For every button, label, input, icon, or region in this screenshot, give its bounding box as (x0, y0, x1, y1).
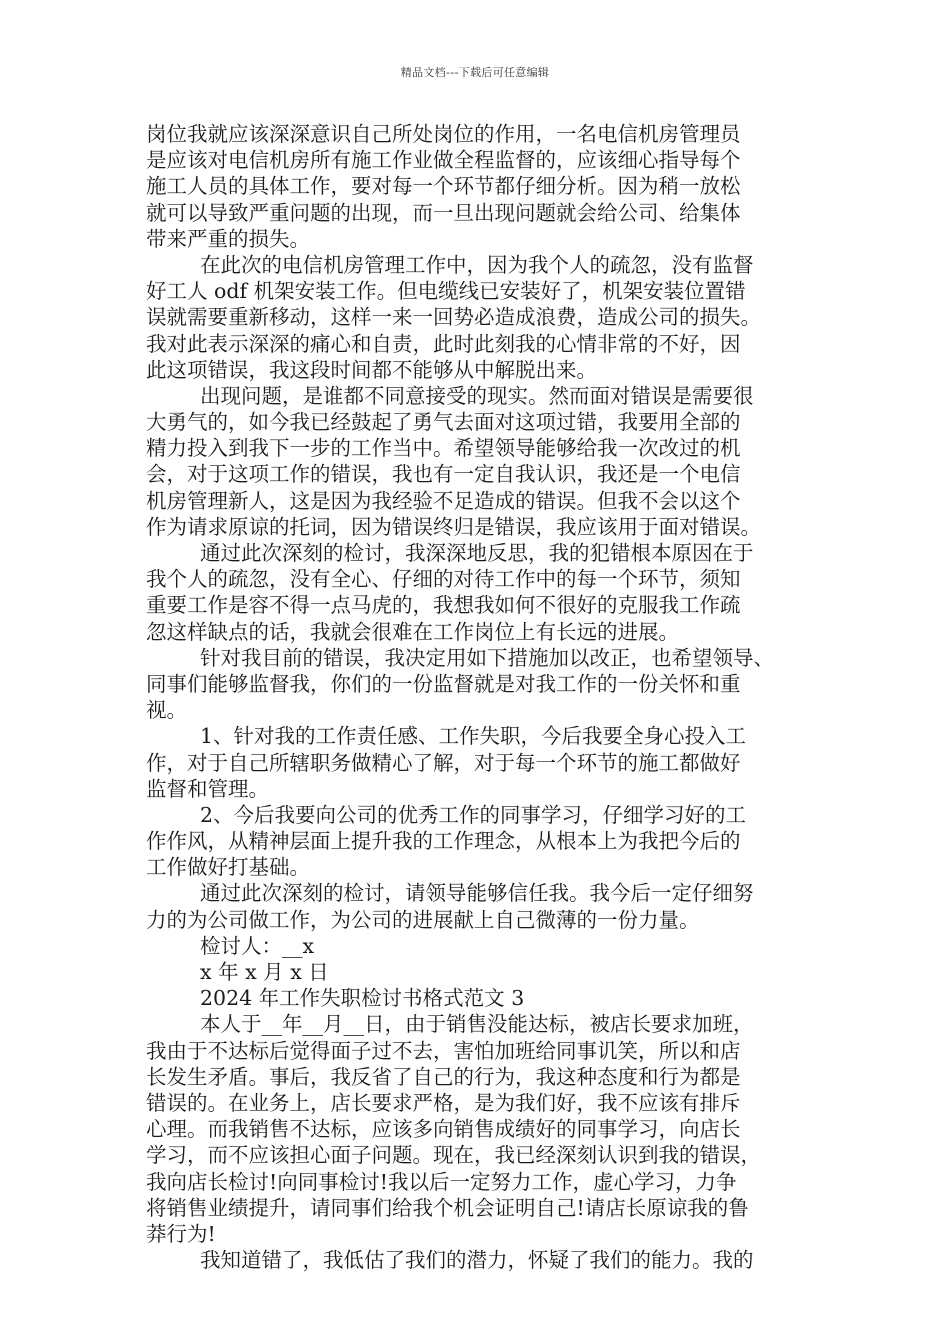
text-line: 1、针对我的工作责任感、工作失职，今后我要全身心投入工 (200, 724, 747, 749)
text-line: 施工人员的具体工作，要对每一个环节都仔细分析。因为稍一放松 (146, 174, 741, 199)
text-line: 视。 (146, 698, 187, 723)
text-line: 工作做好打基础。 (146, 855, 310, 880)
text-line: 莽行为! (146, 1221, 216, 1246)
text-line: 同事们能够监督我，你们的一份监督就是对我工作的一份关怀和重 (146, 671, 741, 696)
text-line: 监督和管理。 (146, 776, 269, 801)
text-line: 通过此次深刻的检讨，我深深地反思，我的犯错根本原因在于 (200, 541, 754, 565)
text-line: 是应该对电信机房所有施工作业做全程监督的，应该细心指导每个 (146, 148, 741, 173)
text-line: 通过此次深刻的检讨，请领导能够信任我。我今后一定仔细努 (200, 881, 754, 906)
text-line: 此这项错误，我这段时间都不能够从中解脱出来。 (146, 357, 597, 382)
text-line: 2、今后我要向公司的优秀工作的同事学习，仔细学习好的工 (200, 802, 747, 827)
text-line: 我向店长检讨!向同事检讨!我以后一定努力工作，虚心学习，力争 (146, 1169, 737, 1194)
text-line: 作作风，从精神层面上提升我的工作理念，从根本上为我把今后的 (146, 829, 741, 854)
text-line: 岗位我就应该深深意识自己所处岗位的作用，一名电信机房管理员 (146, 122, 741, 146)
text-line: 长发生矛盾。事后，我反省了自己的行为，我这种态度和行为都是 (146, 1064, 741, 1089)
text-line: 大勇气的，如今我已经鼓起了勇气去面对这项过错，我要用全部的 (146, 410, 741, 435)
text-line: 我由于不达标后觉得面子过不去，害怕加班给同事讥笑，所以和店 (146, 1038, 741, 1063)
text-line: 精力投入到我下一步的工作当中。希望领导能够给我一次改过的机 (146, 436, 741, 461)
text-line: 本人于__年__月__日，由于销售没能达标，被店长要求加班， (200, 1012, 754, 1037)
text-line: 将销售业绩提升，请同事们给我个机会证明自己!请店长原谅我的鲁 (146, 1195, 749, 1220)
text-line: 出现问题，是谁都不同意接受的现实。然而面对错误是需要很 (200, 383, 754, 408)
text-line: 作为请求原谅的托词，因为错误终归是错误，我应该用于面对错误。 (146, 514, 761, 539)
text-line: 重要工作是容不得一点马虎的，我想我如何不很好的克服我工作疏 (146, 593, 741, 618)
text-line: 我个人的疏忽，没有全心、仔细的对待工作中的每一个环节，须知 (146, 567, 741, 592)
text-line: 我对此表示深深的痛心和自责，此时此刻我的心情非常的不好，因 (146, 331, 741, 356)
text-line: 检讨人：__x (200, 933, 315, 958)
text-line: x 年 x 月 x 日 (200, 960, 329, 984)
text-line: 会，对于这项工作的错误，我也有一定自我认识，我还是一个电信 (146, 462, 741, 487)
text-line: 错误的。在业务上，店长要求严格，是为我们好，我不应该有排斥 (146, 1090, 741, 1115)
text-line: 2024 年工作失职检讨书格式范文 3 (200, 986, 525, 1011)
text-line: 我知道错了，我低估了我们的潜力，怀疑了我们的能力。我的 (200, 1248, 754, 1273)
text-line: 力的为公司做工作，为公司的进展献上自己微薄的一份力量。 (146, 907, 700, 932)
text-line: 作，对于自己所辖职务做精心了解，对于每一个环节的施工都做好 (146, 750, 741, 775)
text-line: 忽这样缺点的话，我就会很难在工作岗位上有长远的进展。 (146, 619, 679, 644)
text-line: 误就需要重新移动，这样一来一回势必造成浪费，造成公司的损失。 (146, 305, 761, 330)
document-body (146, 121, 806, 1273)
text-line: 针对我目前的错误，我决定用如下措施加以改正，也希望领导、 (200, 645, 774, 670)
text-line: 带来严重的损失。 (146, 226, 310, 251)
text-line: 学习，而不应该担心面子问题。现在，我已经深刻认识到我的错误， (146, 1143, 761, 1168)
text-line: 好工人 odf 机架安装工作。但电缆线已安装好了，机架安装位置错 (146, 279, 746, 304)
page-header: 精品文档---下载后可任意编辑 (400, 66, 550, 79)
text-line: 在此次的电信机房管理工作中，因为我个人的疏忽，没有监督 (200, 252, 754, 277)
text-line: 机房管理新人，这是因为我经验不足造成的错误。但我不会以这个 (146, 488, 741, 513)
text-line: 心理。而我销售不达标，应该多向销售成绩好的同事学习，向店长 (146, 1117, 741, 1142)
text-line: 就可以导致严重问题的出现，而一旦出现问题就会给公司、给集体 (146, 200, 741, 225)
